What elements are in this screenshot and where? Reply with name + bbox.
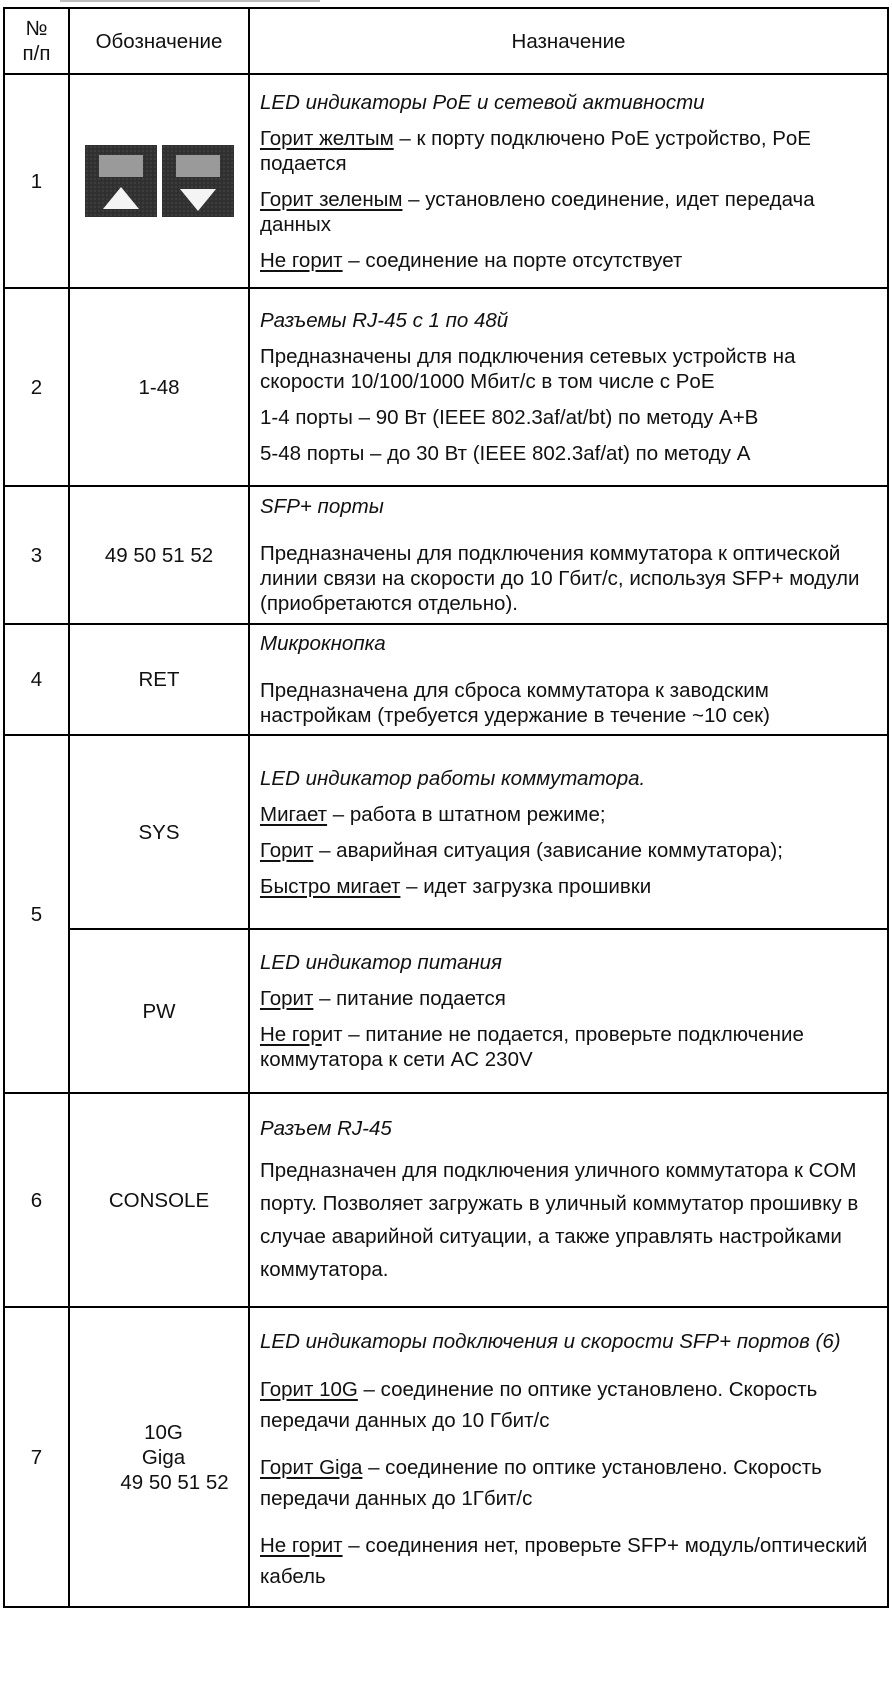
cropped-caption-remnant [60,0,320,5]
row-number: 3 [4,486,69,624]
state-label: Не гор [260,1023,322,1046]
row-purpose [249,486,888,624]
table-row [4,624,888,735]
state-label: Не горит [260,1533,343,1557]
header-designation: Обозначение [69,8,249,74]
table-row [4,735,888,929]
row-designation: CONSOLE [69,1093,249,1307]
state-label: Горит Giga [260,1455,363,1479]
row-number: 2 [4,288,69,486]
row-designation: 1-48 [69,288,249,486]
list-item [260,1374,877,1436]
state-description: – питание подается [313,987,506,1010]
state-label: Горит [260,987,314,1010]
designation-line: Giga [141,1445,186,1469]
row-designation: SYS [69,735,249,929]
led-activity-down-arrow-icon [162,145,234,217]
row-number: 1 [4,74,69,288]
paragraph: Предназначены для подключения коммутатора к оптической линии связи на скорости до 10 Гбит/с, используя SFP+ модули (приобретаются отдельно). [260,542,860,615]
list-item [260,874,877,899]
row-purpose [249,74,888,288]
row-title: Микрокнопка [260,632,386,655]
port-indicator-table [3,7,889,1608]
table-row [4,1307,888,1607]
state-label: Быстро мигает [260,874,401,898]
row-title: LED индикаторы PoE и сетевой активности [260,90,705,114]
list-item [260,838,877,863]
designation-line: 49 50 51 52 [120,1470,229,1494]
row-number: 6 [4,1093,69,1307]
row-purpose [249,624,888,735]
state-label: Горит зеленым [260,187,403,211]
led-poe-up-arrow-icon [85,145,157,217]
table-row [4,74,888,288]
state-label: Горит желтым [260,126,394,150]
state-label: Горит 10G [260,1377,358,1401]
state-description: – соединение по оптике установлено. Скорость передачи данных до 1Гбит/с [260,1455,822,1510]
row-purpose [249,1307,888,1607]
row-number: 5 [4,735,69,1093]
state-description: – установлено соединение, идет передача данных [260,187,815,236]
state-description: – соединения нет, проверьте SFP+ модуль/оптический кабель [260,1533,868,1588]
row-number: 7 [4,1307,69,1607]
row-number: 4 [4,624,69,735]
list-item [260,986,877,1011]
table-header-row [4,8,888,74]
table-row [4,288,888,486]
header-number [4,8,69,74]
row-title: LED индикатор работы коммутатора. [260,766,646,790]
row-title: Разъем RJ-45 [260,1117,392,1140]
row-purpose [249,929,888,1093]
list-item [260,1452,877,1514]
paragraph: Предназначены для подключения сетевых устройств на скорости 10/100/1000 Мбит/с в том числе с PoE [260,345,796,393]
row-title: LED индикатор питания [260,951,502,974]
header-purpose: Назначение [249,8,888,74]
list-item [260,1022,877,1072]
row-purpose [249,288,888,486]
header-number-abbr: п/п [22,42,51,65]
state-description: – аварийная ситуация (зависание коммутатора); [313,838,783,862]
row-designation [69,1307,249,1607]
state-description: – соединение по оптике установлено. Скорость передачи данных до 10 Гбит/с [260,1377,818,1432]
table-row [4,1093,888,1307]
designation-line: 10G [144,1420,183,1444]
state-label: Горит [260,838,314,862]
paragraph: Предназначен для подключения уличного коммутатора к COM порту. Позволяет загружать в уличный коммутатор прошивку в случае аварийной ситуации, а также управлять настройками коммутатора. [260,1159,859,1281]
state-description: ит – питание не подается, проверьте подключение коммутатора к сети AC 230V [260,1023,804,1071]
list-item [260,1530,877,1592]
state-description: – идет загрузка прошивки [400,874,652,898]
state-description: – соединение на порте отсутствует [342,248,683,272]
row-designation: RET [69,624,249,735]
row-designation: 49 50 51 52 [69,486,249,624]
list-item [260,248,877,273]
list-item [260,126,877,176]
state-label: Не горит [260,248,343,272]
state-label: Мигает [260,802,328,826]
paragraph: 5-48 порты – до 30 Вт (IEEE 802.3af/at) по методу A [260,442,751,465]
table-row [4,486,888,624]
row-title: LED индикаторы подключения и скорости SFP+ портов (6) [260,1329,841,1353]
paragraph: Предназначена для сброса коммутатора к заводским настройкам (требуется удержание в течение ~10 сек) [260,679,770,727]
row-designation: PW [69,929,249,1093]
paragraph: 1-4 порты – 90 Вт (IEEE 802.3af/at/bt) по методу A+B [260,406,759,429]
row-purpose [249,735,888,929]
list-item [260,802,877,827]
list-item [260,187,877,237]
row-designation [69,74,249,288]
state-description: – работа в штатном режиме; [327,802,606,826]
state-description: – к порту подключено PoE устройство, PoE подается [260,126,811,175]
row-purpose [249,1093,888,1307]
row-title: Разъемы RJ-45 с 1 по 48й [260,309,509,332]
table-row [4,929,888,1093]
header-number-symbol: № [25,17,48,40]
row-title: SFP+ порты [260,495,384,518]
